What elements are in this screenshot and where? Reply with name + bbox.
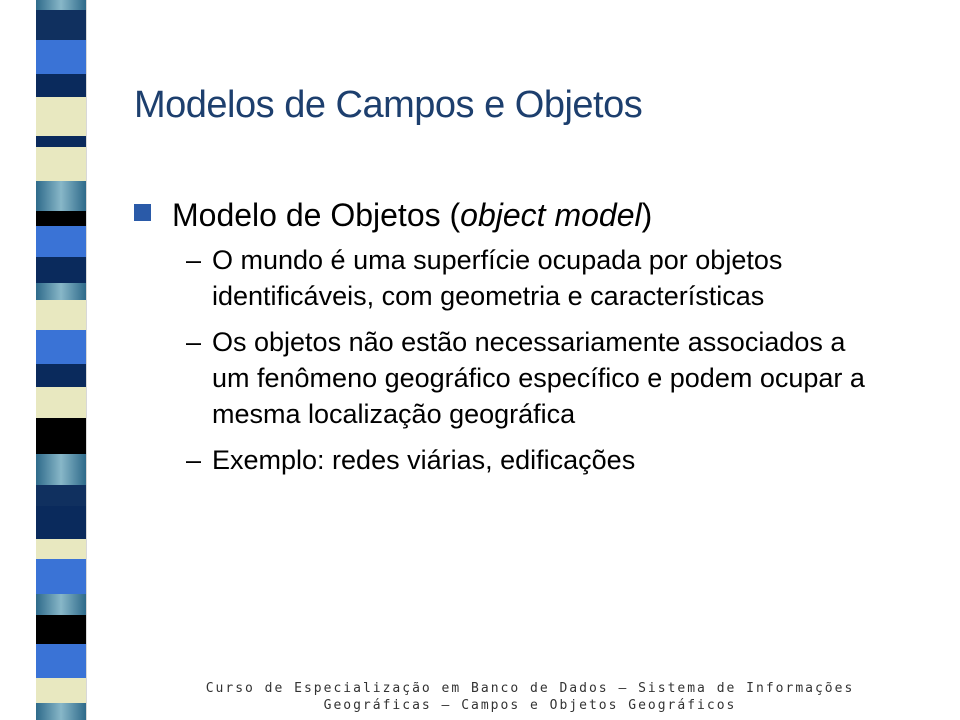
bullet-text-suffix: ) — [641, 197, 653, 233]
footer-line-2: Geográficas – Campos e Objetos Geográficos — [323, 698, 737, 713]
bullet-text-italic: object model — [460, 197, 642, 233]
bullet-text-prefix: Modelo de Objetos ( — [172, 197, 461, 233]
stripe-block — [36, 226, 86, 257]
stripe-block — [36, 594, 86, 615]
bullet-square-icon — [134, 204, 151, 221]
sub-bullet-item — [186, 324, 934, 432]
stripe-block — [36, 418, 86, 454]
dash-icon: – — [186, 445, 202, 475]
bullet-item — [134, 190, 934, 240]
stripe-block — [36, 539, 86, 560]
slide-content — [134, 190, 934, 488]
stripe-block — [36, 678, 86, 702]
stripe-block — [36, 40, 86, 75]
stripe-block — [36, 485, 86, 506]
stripe-block — [36, 454, 86, 485]
stripe-block — [36, 283, 86, 300]
stripe-block — [36, 330, 86, 365]
stripe-block — [36, 644, 86, 679]
stripe-block — [36, 0, 86, 10]
stripe-block — [36, 257, 86, 283]
bullet-text — [172, 190, 652, 240]
stripe-block — [36, 181, 86, 210]
sub-bullet-item — [186, 242, 934, 314]
sub-bullet-text: Exemplo: redes viárias, edificações — [212, 445, 636, 475]
slide-title: Modelos de Campos e Objetos — [134, 84, 643, 126]
dash-icon: – — [186, 327, 202, 357]
dash-icon: – — [186, 245, 202, 275]
stripe-block — [36, 74, 86, 96]
stripe-block — [36, 506, 86, 539]
sub-bullet-text: O mundo é uma superfície ocupada por objetos identificáveis, com geometria e características — [212, 245, 783, 311]
sub-bullet-text: Os objetos não estão necessariamente associados a um fenômeno geográfico específico e podem ocupar a mesma localização geográfica — [212, 327, 865, 429]
stripe-block — [36, 300, 86, 329]
sub-bullet-item — [186, 442, 934, 478]
sub-bullet-list — [186, 242, 934, 478]
stripe-block — [36, 136, 86, 146]
stripe-block — [36, 211, 86, 227]
stripe-block — [36, 97, 86, 137]
decorative-stripe-column — [36, 0, 86, 720]
footer-line-1: Curso de Especialização em Banco de Dados – Sistema de Informações — [205, 681, 855, 696]
stripe-block — [36, 364, 86, 386]
stripe-block — [36, 387, 86, 418]
decorative-edge-strip — [86, 0, 105, 720]
stripe-block — [36, 703, 86, 720]
stripe-block — [36, 615, 86, 644]
stripe-block — [36, 10, 86, 39]
slide-footer — [130, 680, 930, 714]
stripe-block — [36, 559, 86, 594]
stripe-block — [36, 147, 86, 182]
